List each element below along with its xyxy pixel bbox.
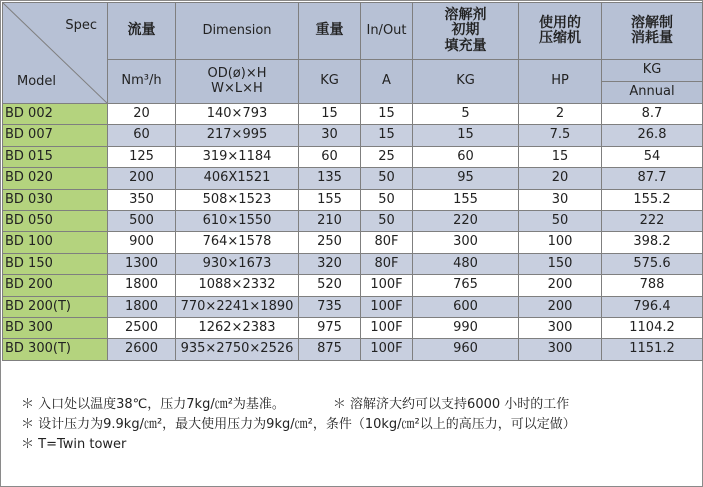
flow-cell: 1800 [108, 296, 176, 317]
flow-cell: 350 [108, 189, 176, 210]
weight-cell: 735 [299, 296, 361, 317]
hp-cell: 20 [519, 168, 602, 189]
fill-cell: 960 [413, 339, 519, 360]
dim-cell: 935×2750×2526 [176, 339, 299, 360]
hp-cell: 50 [519, 210, 602, 231]
io-cell: 100F [361, 275, 413, 296]
dim-cell: 217×995 [176, 125, 299, 146]
table-row [3, 296, 703, 317]
weight-cell: 30 [299, 125, 361, 146]
hp-cell: 30 [519, 189, 602, 210]
io-cell: 50 [361, 168, 413, 189]
hp-cell: 200 [519, 296, 602, 317]
model-cell: BD 150 [3, 253, 108, 274]
table-row [3, 168, 703, 189]
notes-block [21, 395, 576, 455]
model-cell: BD 200(T) [3, 296, 108, 317]
header-inout: In/Out [361, 3, 413, 60]
model-cell: BD 200 [3, 275, 108, 296]
header-row-top [3, 3, 703, 60]
hp-cell: 200 [519, 275, 602, 296]
header-row-bottom [3, 60, 703, 104]
fill-cell: 155 [413, 189, 519, 210]
fill-cell: 95 [413, 168, 519, 189]
io-cell: 15 [361, 104, 413, 125]
header-corner-cell [3, 3, 108, 104]
io-cell: 50 [361, 210, 413, 231]
header-compressor: 使用的 压缩机 [519, 3, 602, 60]
fill-cell: 15 [413, 125, 519, 146]
flow-cell: 20 [108, 104, 176, 125]
unit-dimension: OD(ø)×H W×L×H [176, 60, 299, 104]
annual-cell: 796.4 [602, 296, 703, 317]
weight-cell: 520 [299, 275, 361, 296]
table-row [3, 104, 703, 125]
annual-cell: 788 [602, 275, 703, 296]
flow-cell: 60 [108, 125, 176, 146]
io-cell: 15 [361, 125, 413, 146]
dim-cell: 764×1578 [176, 232, 299, 253]
flow-cell: 125 [108, 146, 176, 167]
table-row [3, 232, 703, 253]
table-row [3, 275, 703, 296]
table-row [3, 317, 703, 338]
hp-cell: 2 [519, 104, 602, 125]
annual-cell: 1151.2 [602, 339, 703, 360]
model-cell: BD 030 [3, 189, 108, 210]
dim-cell: 140×793 [176, 104, 299, 125]
annual-cell: 87.7 [602, 168, 703, 189]
weight-cell: 210 [299, 210, 361, 231]
weight-cell: 155 [299, 189, 361, 210]
table-row [3, 189, 703, 210]
dim-cell: 610×1550 [176, 210, 299, 231]
table-body [3, 104, 703, 361]
unit-consumption: KG Annual [602, 60, 703, 104]
model-cell: BD 007 [3, 125, 108, 146]
fill-cell: 600 [413, 296, 519, 317]
hp-cell: 15 [519, 146, 602, 167]
dim-cell: 319×1184 [176, 146, 299, 167]
model-label: Model [17, 73, 57, 89]
weight-cell: 250 [299, 232, 361, 253]
weight-cell: 60 [299, 146, 361, 167]
weight-cell: 135 [299, 168, 361, 189]
spec-label: Spec [65, 18, 97, 33]
weight-cell: 15 [299, 104, 361, 125]
fill-cell: 990 [413, 317, 519, 338]
model-cell: BD 020 [3, 168, 108, 189]
unit-weight: KG [299, 60, 361, 104]
flow-cell: 2600 [108, 339, 176, 360]
io-cell: 100F [361, 339, 413, 360]
header-weight: 重量 [299, 3, 361, 60]
fill-cell: 480 [413, 253, 519, 274]
model-cell: BD 015 [3, 146, 108, 167]
dim-cell: 1262×2383 [176, 317, 299, 338]
hp-cell: 300 [519, 339, 602, 360]
header-flow: 流量 [108, 3, 176, 60]
hp-cell: 150 [519, 253, 602, 274]
annual-cell: 26.8 [602, 125, 703, 146]
annual-cell: 54 [602, 146, 703, 167]
io-cell: 50 [361, 189, 413, 210]
io-cell: 80F [361, 253, 413, 274]
weight-cell: 320 [299, 253, 361, 274]
dim-cell: 1088×2332 [176, 275, 299, 296]
fill-cell: 60 [413, 146, 519, 167]
table-row [3, 125, 703, 146]
io-cell: 80F [361, 232, 413, 253]
header-initial-fill: 溶解剂 初期 填充量 [413, 3, 519, 60]
model-cell: BD 300(T) [3, 339, 108, 360]
unit-inout: A [361, 60, 413, 104]
annual-cell: 222 [602, 210, 703, 231]
flow-cell: 500 [108, 210, 176, 231]
flow-cell: 2500 [108, 317, 176, 338]
fill-cell: 765 [413, 275, 519, 296]
table-row [3, 210, 703, 231]
dim-cell: 406X1521 [176, 168, 299, 189]
weight-cell: 975 [299, 317, 361, 338]
annual-cell: 155.2 [602, 189, 703, 210]
hp-cell: 100 [519, 232, 602, 253]
table-row [3, 253, 703, 274]
note-line-2: ＊ 设计压力为9.9kg/㎝²，最大使用压力为9kg/㎝²，条件（10kg/㎝²以上的高压力，可以定做） [21, 417, 576, 432]
annual-cell: 398.2 [602, 232, 703, 253]
dim-cell: 930×1673 [176, 253, 299, 274]
hp-cell: 7.5 [519, 125, 602, 146]
dim-cell: 508×1523 [176, 189, 299, 210]
table-row [3, 146, 703, 167]
model-cell: BD 002 [3, 104, 108, 125]
annual-cell: 1104.2 [602, 317, 703, 338]
annual-cell: 575.6 [602, 253, 703, 274]
unit-flow: Nm³/h [108, 60, 176, 104]
note-line-1: ＊ 入口处以温度38℃，压力7kg/㎝²为基准。 ＊ 溶解济大约可以支持6000 小时的工作 [21, 397, 570, 412]
dim-cell: 770×2241×1890 [176, 296, 299, 317]
fill-cell: 5 [413, 104, 519, 125]
weight-cell: 875 [299, 339, 361, 360]
flow-cell: 900 [108, 232, 176, 253]
unit-initial-fill: KG [413, 60, 519, 104]
table-row [3, 339, 703, 360]
unit-compressor: HP [519, 60, 602, 104]
fill-cell: 300 [413, 232, 519, 253]
model-cell: BD 300 [3, 317, 108, 338]
flow-cell: 1800 [108, 275, 176, 296]
model-cell: BD 100 [3, 232, 108, 253]
annual-cell: 8.7 [602, 104, 703, 125]
io-cell: 100F [361, 317, 413, 338]
flow-cell: 1300 [108, 253, 176, 274]
note-line-3: ＊ T=Twin tower [21, 437, 127, 452]
flow-cell: 200 [108, 168, 176, 189]
header-consumption: 溶解制 消耗量 [602, 3, 703, 60]
hp-cell: 300 [519, 317, 602, 338]
header-dimension: Dimension [176, 3, 299, 60]
model-cell: BD 050 [3, 210, 108, 231]
fill-cell: 220 [413, 210, 519, 231]
io-cell: 25 [361, 146, 413, 167]
io-cell: 100F [361, 296, 413, 317]
spec-table [2, 2, 703, 361]
